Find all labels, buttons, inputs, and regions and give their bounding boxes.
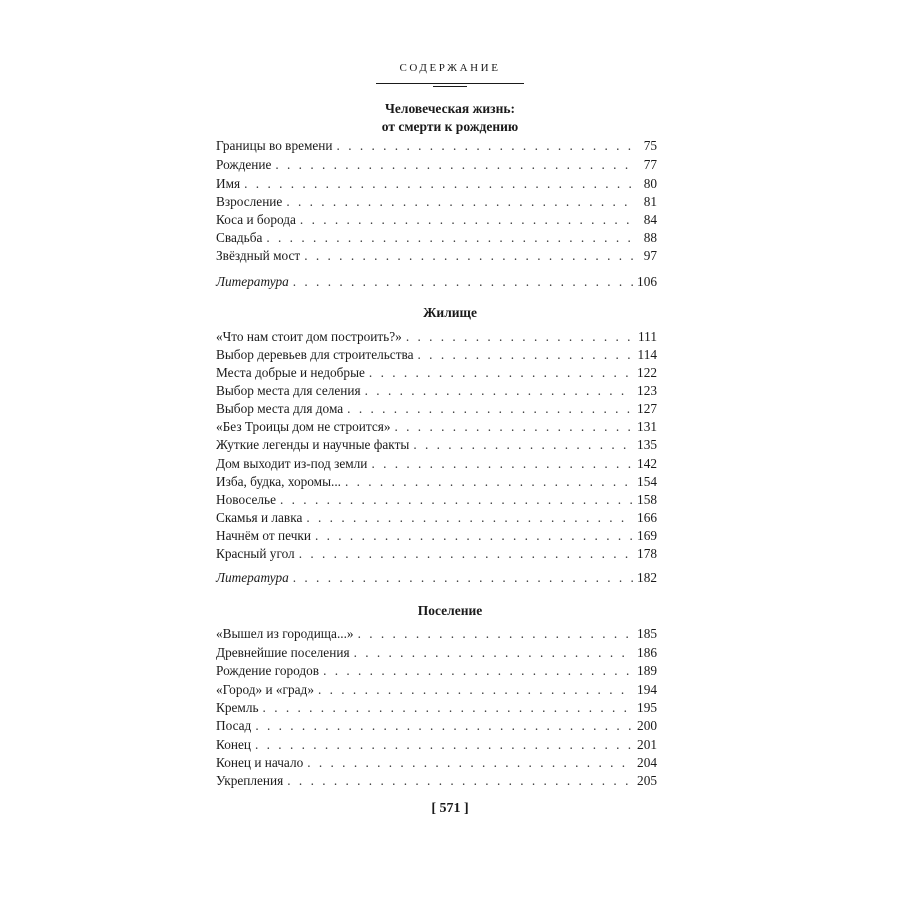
toc-entry-page: 182 (637, 570, 657, 585)
toc-entry-title: «Что нам стоит дом построить?» (216, 329, 402, 344)
section-title: Жилище (423, 305, 477, 320)
toc-entry-page: 84 (643, 212, 657, 227)
toc-entry-title: Литература (216, 274, 289, 289)
section-subtitle: от смерти к рождению (381, 119, 519, 134)
toc-entry-page: 77 (643, 157, 657, 172)
dot-leader (307, 755, 633, 771)
toc-entry-page: 106 (637, 274, 657, 289)
toc-entry-page: 205 (637, 773, 657, 788)
toc-entry[interactable] (216, 645, 657, 663)
dot-leader (244, 176, 635, 192)
toc-entry-page: 204 (637, 755, 657, 770)
toc-entry-page: 200 (637, 718, 657, 733)
dot-leader (255, 737, 633, 753)
toc-entry-title: Дом выходит из-под земли (216, 456, 368, 471)
dot-leader (287, 773, 633, 789)
toc-entry[interactable] (216, 492, 657, 510)
toc-entry-page: 123 (637, 383, 657, 398)
toc-entry-title: Рождение городов (216, 663, 320, 678)
toc-entry-page: 127 (637, 401, 657, 416)
toc-entry[interactable] (216, 546, 657, 564)
toc-literature[interactable] (216, 570, 657, 588)
dot-leader (347, 401, 633, 417)
toc-entry-title: Изба, будка, хоромы... (216, 474, 341, 489)
dot-leader (323, 663, 633, 679)
toc-entry[interactable] (216, 329, 657, 347)
toc-entry[interactable] (216, 700, 657, 718)
dot-leader (275, 157, 635, 173)
toc-entry-title: Рождение (216, 157, 272, 172)
toc-entry-title: Свадьба (216, 230, 263, 245)
dot-leader (255, 718, 633, 734)
toc-entry-title: Конец (216, 737, 251, 752)
toc-entry-title: Коса и борода (216, 212, 296, 227)
dot-leader (263, 700, 634, 716)
toc-entry-page: 142 (637, 456, 657, 471)
dot-leader (280, 492, 633, 508)
toc-entry-title: «Без Троицы дом не строится» (216, 419, 391, 434)
toc-entry-title: Выбор места для дома (216, 401, 344, 416)
toc-entry-title: Кремль (216, 700, 259, 715)
toc-entry[interactable] (216, 682, 657, 700)
toc-entry-page: 81 (643, 194, 657, 209)
toc-entry-title: Жуткие легенды и научные факты (216, 437, 410, 452)
toc-entry[interactable] (216, 437, 657, 455)
toc-entry-page: 186 (637, 645, 657, 660)
dot-leader (406, 329, 634, 345)
toc-entry-title: Скамья и лавка (216, 510, 303, 525)
toc-entry[interactable] (216, 718, 657, 736)
toc-entry-title: «Вышел из городища...» (216, 626, 354, 641)
dot-leader (299, 546, 633, 562)
toc-entry-title: Начнём от печки (216, 528, 311, 543)
dot-leader (293, 570, 633, 586)
toc-entry[interactable] (216, 138, 657, 156)
dot-leader (365, 383, 633, 399)
toc-entry-page: 194 (637, 682, 657, 697)
toc-entry[interactable] (216, 419, 657, 437)
toc-entry-page: 75 (643, 138, 657, 153)
dot-leader (337, 138, 635, 154)
dot-leader (345, 474, 633, 490)
toc-entry-page: 195 (637, 700, 657, 715)
toc-entry[interactable] (216, 474, 657, 492)
toc-literature[interactable] (216, 274, 657, 292)
toc-entry-page: 169 (637, 528, 657, 543)
toc-entry-title: Звёздный мост (216, 248, 301, 263)
dot-leader (318, 682, 633, 698)
toc-entry[interactable] (216, 365, 657, 383)
toc-entry[interactable] (216, 383, 657, 401)
dot-leader (306, 510, 633, 526)
section-title: Человеческая жизнь: (384, 101, 515, 116)
toc-entry-title: Выбор деревьев для строительства (216, 347, 414, 362)
toc-entry[interactable] (216, 510, 657, 528)
toc-entry-title: Укрепления (216, 773, 284, 788)
toc-entry-page: 111 (638, 329, 657, 344)
toc-entry[interactable] (216, 663, 657, 681)
toc-entry-title: Места добрые и недобрые (216, 365, 365, 380)
toc-entry[interactable] (216, 626, 657, 644)
toc-entry-page: 114 (637, 347, 657, 362)
toc-entry[interactable] (216, 755, 657, 773)
dot-leader (304, 248, 635, 264)
section-title: Поселение (417, 603, 483, 618)
dot-leader (413, 437, 633, 453)
toc-entry[interactable] (216, 248, 657, 266)
toc-entry-page: 158 (637, 492, 657, 507)
toc-entry[interactable] (216, 176, 657, 194)
toc-entry[interactable] (216, 456, 657, 474)
dot-leader (354, 645, 633, 661)
toc-entry-page: 166 (637, 510, 657, 525)
toc-entry-page: 97 (643, 248, 657, 263)
dot-leader (300, 212, 635, 228)
toc-entry[interactable] (216, 528, 657, 546)
toc-entry[interactable] (216, 347, 657, 365)
toc-entry-page: 88 (643, 230, 657, 245)
toc-entry-title: Литература (216, 570, 289, 585)
dot-leader (315, 528, 633, 544)
toc-entry-page: 189 (637, 663, 657, 678)
toc-entry-page: 154 (637, 474, 657, 489)
toc-entry-page: 201 (637, 737, 657, 752)
toc-entry-title: Посад (216, 718, 252, 733)
toc-entry[interactable] (216, 737, 657, 755)
toc-entry[interactable] (216, 194, 657, 212)
toc-entry-title: «Город» и «град» (216, 682, 314, 697)
dot-leader (266, 230, 635, 246)
dot-leader (371, 456, 633, 472)
header-rule (376, 83, 524, 84)
toc-entry-page: 135 (637, 437, 657, 452)
toc-entry-title: Взросление (216, 194, 283, 209)
toc-entry[interactable] (216, 230, 657, 248)
toc-entry-title: Границы во времени (216, 138, 333, 153)
toc-entry[interactable] (216, 157, 657, 175)
toc-entry-title: Новоселье (216, 492, 276, 507)
toc-entry-page: 185 (637, 626, 657, 641)
dot-leader (395, 419, 634, 435)
dot-leader (418, 347, 634, 363)
page-header: СОДЕРЖАНИЕ (399, 62, 501, 74)
toc-entry[interactable] (216, 212, 657, 230)
dot-leader (358, 626, 633, 642)
toc-entry-title: Выбор места для селения (216, 383, 361, 398)
toc-entry-title: Конец и начало (216, 755, 304, 770)
header-ornament (433, 86, 467, 87)
toc-entry-page: 178 (637, 546, 657, 561)
dot-leader (286, 194, 635, 210)
dot-leader (369, 365, 633, 381)
toc-entry-title: Древнейшие поселения (216, 645, 350, 660)
dot-leader (293, 274, 633, 290)
toc-entry[interactable] (216, 401, 657, 419)
toc-entry-page: 131 (637, 419, 657, 434)
toc-entry-title: Красный угол (216, 546, 295, 561)
toc-entry-title: Имя (216, 176, 241, 191)
toc-entry-page: 122 (637, 365, 657, 380)
toc-entry[interactable] (216, 773, 657, 791)
page-number: [ 571 ] (431, 801, 469, 816)
toc-entry-page: 80 (643, 176, 657, 191)
